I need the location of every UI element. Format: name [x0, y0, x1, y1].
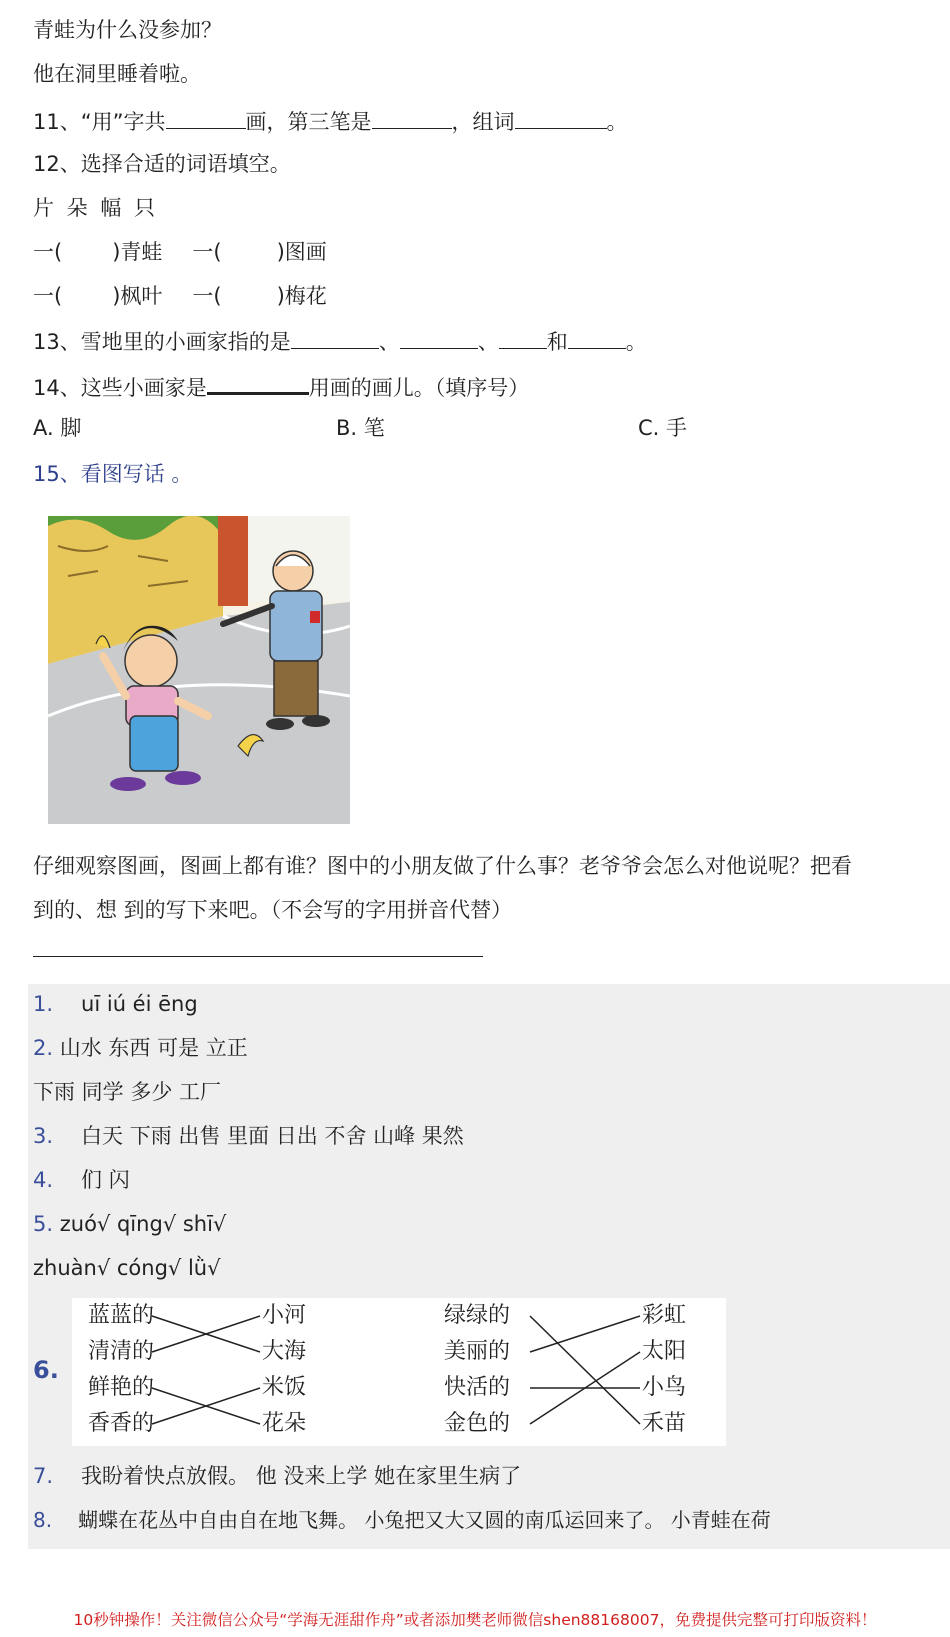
q12-r1-a-post: )青蛙 — [112, 240, 163, 264]
answer-3-text: 白天 下雨 出售 里面 日出 不舍 山峰 果然 — [81, 1124, 464, 1148]
q14-text: 14、这些小画家是 — [33, 376, 207, 400]
answer-1-num: 1. — [33, 992, 54, 1016]
answer-8 — [33, 1506, 771, 1534]
matching-lines — [72, 1298, 726, 1446]
answer-2-num: 2. — [33, 1036, 54, 1060]
q14-option-a: A. 脚 — [33, 416, 82, 440]
match-left2-1: 绿绿的 — [444, 1303, 511, 1328]
q14-after: 用画的画儿。（填序号） — [308, 376, 530, 400]
q12-r1-b-pre: 一( — [192, 240, 222, 264]
match-left1-2: 清清的 — [88, 1339, 155, 1364]
q13-sep3: 和 — [546, 330, 568, 354]
answer-3 — [33, 1122, 464, 1150]
question-14 — [33, 370, 529, 402]
answer-5-line2: zhuàn√ cóng√ lǜ√ — [33, 1256, 221, 1280]
q13-blank-4[interactable] — [568, 326, 626, 349]
q13-text: 13、雪地里的小画家指的是 — [33, 330, 291, 354]
q13-sep1: 、 — [378, 330, 400, 354]
q11-blank-third-stroke[interactable] — [372, 106, 452, 129]
q11-blank-strokes[interactable] — [166, 106, 246, 129]
answer-6-matching — [72, 1298, 726, 1446]
answer-5-num: 5. — [33, 1212, 54, 1236]
match-right1-3: 米饭 — [262, 1375, 307, 1400]
q15-writing-line[interactable] — [33, 956, 483, 957]
picture-writing-illustration — [48, 516, 350, 824]
q11-part2: 画，第三笔是 — [245, 110, 372, 134]
answer-8-text: 蝴蝶在花丛中自由自在地飞舞。 小兔把又大又圆的南瓜运回来了。 小青蛙在荷 — [78, 1508, 771, 1532]
answer-8-num: 8. — [33, 1508, 53, 1532]
answer-5-line1: zuó√ qīng√ shī√ — [59, 1212, 227, 1236]
q14-option-b: B. 笔 — [336, 416, 385, 440]
q11-blank-word[interactable] — [515, 106, 607, 129]
q12-r2-b-pre: 一( — [192, 284, 222, 308]
answer-6-num: 6. — [33, 1356, 59, 1384]
answer-2-line1: 山水 东西 可是 立正 — [59, 1036, 248, 1060]
q15-title: 15、看图写话 。 — [33, 462, 193, 486]
match-left2-4: 金色的 — [444, 1411, 511, 1436]
answer-4-num: 4. — [33, 1168, 54, 1192]
answer-3-num: 3. — [33, 1124, 54, 1148]
answer-7-num: 7. — [33, 1464, 54, 1488]
match-right1-4: 花朵 — [262, 1411, 307, 1436]
intro-answer: 他在洞里睡着啦。 — [33, 62, 201, 86]
answer-4-text: 们 闪 — [81, 1168, 130, 1192]
match-right2-1: 彩虹 — [642, 1303, 687, 1328]
match-right2-2: 太阳 — [642, 1339, 687, 1364]
q11-part4: 。 — [606, 110, 628, 134]
q12-row1 — [33, 238, 327, 266]
q12-r2-a-post: )枫叶 — [112, 284, 163, 308]
q13-blank-2[interactable] — [400, 326, 478, 349]
q12-title: 12、选择合适的词语填空。 — [33, 152, 291, 176]
match-left1-4: 香香的 — [88, 1411, 155, 1436]
q12-r1-a-pre: 一( — [33, 240, 63, 264]
question-11 — [33, 106, 628, 136]
q11-number: 11、 — [33, 110, 81, 134]
answer-1-text: uī iú éi ēng — [81, 992, 198, 1016]
q12-r2-a-pre: 一( — [33, 284, 63, 308]
answer-2 — [33, 1034, 248, 1062]
q11-part1: “用”字共 — [80, 110, 166, 134]
footer-promo: 10秒钟操作！关注微信公众号“学海无涯甜作舟”或者添加樊老师微信shen88168007，免费提供完整可打印版资料！ — [73, 1611, 877, 1629]
q12-r2-b-post: )梅花 — [276, 284, 327, 308]
q13-sep2: 、 — [477, 330, 499, 354]
match-left1-1: 蓝蓝的 — [88, 1303, 155, 1328]
q12-row2 — [33, 282, 327, 310]
q15-prompt-line2: 到的、想 到的写下来吧。（不会写的字用拼音代替） — [33, 898, 513, 922]
answer-1 — [33, 990, 198, 1018]
answer-7 — [33, 1462, 521, 1490]
match-right2-4: 禾苗 — [642, 1411, 687, 1436]
match-right2-3: 小鸟 — [642, 1375, 687, 1400]
match-right1-2: 大海 — [262, 1339, 307, 1364]
intro-question: 青蛙为什么没参加？ — [33, 18, 222, 42]
q12-options: 片 朵 幅 只 — [33, 196, 156, 220]
q14-blank[interactable] — [207, 370, 309, 395]
answer-5 — [33, 1210, 226, 1238]
q15-prompt-line1: 仔细观察图画，图画上都有谁？图中的小朋友做了什么事？老爷爷会怎么对他说呢？把看 — [33, 854, 852, 878]
match-left2-3: 快活的 — [444, 1375, 511, 1400]
answer-7-text: 我盼着快点放假。 他 没来上学 她在家里生病了 — [81, 1464, 522, 1488]
match-left1-3: 鲜艳的 — [88, 1375, 155, 1400]
q12-r1-b-post: )图画 — [276, 240, 327, 264]
match-left2-2: 美丽的 — [444, 1339, 511, 1364]
answer-4 — [33, 1166, 130, 1194]
q11-part3: ，组词 — [451, 110, 515, 134]
q13-blank-1[interactable] — [291, 326, 379, 349]
q13-end: 。 — [625, 330, 647, 354]
q13-blank-3[interactable] — [499, 326, 547, 349]
q14-option-c: C. 手 — [638, 416, 688, 440]
answer-2-line2: 下雨 同学 多少 工厂 — [33, 1080, 222, 1104]
match-right1-1: 小河 — [262, 1303, 307, 1328]
question-13 — [33, 326, 647, 356]
